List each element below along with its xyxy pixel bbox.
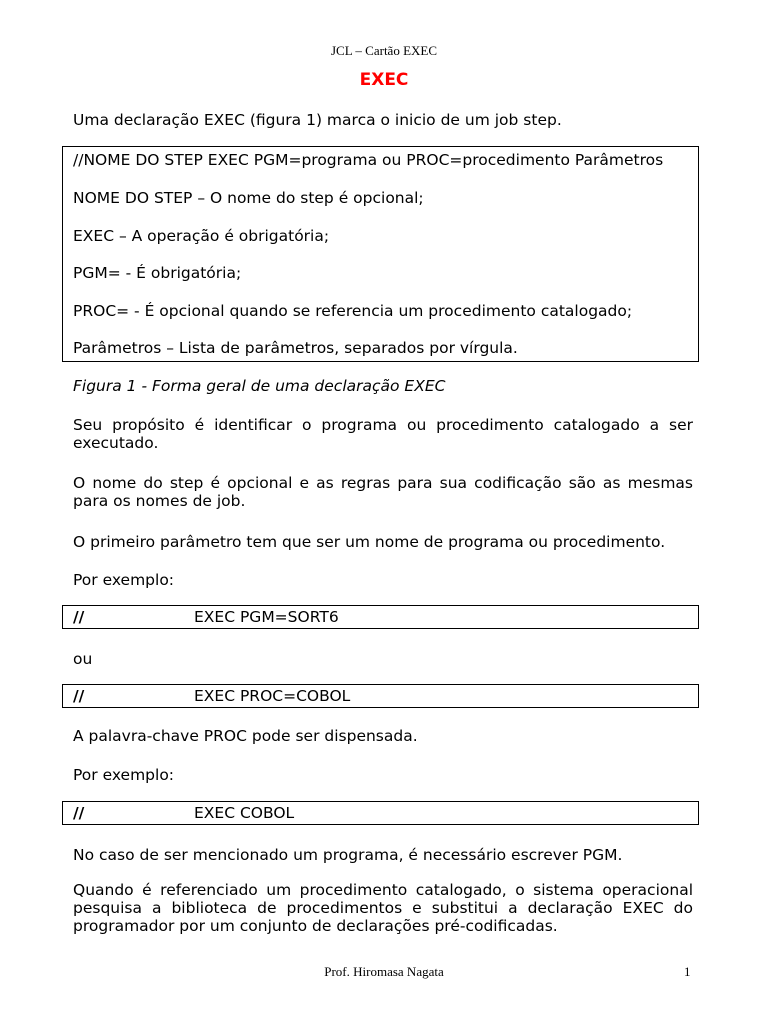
figure-caption: Figura 1 - Forma geral de uma declaração EXEC [73,377,446,395]
paragraph-example-label: Por exemplo: [73,766,175,784]
paragraph-first-param: O primeiro parâmetro tem que ser um nome de programa ou procedimento. [73,533,666,551]
figure-line-step-name: NOME DO STEP – O nome do step é opcional; [73,189,424,207]
figure-line-syntax: //NOME DO STEP EXEC PGM=programa ou PROC=procedimento Parâmetros [73,151,664,169]
paragraph-or: ou [73,650,93,668]
code-example-box [62,801,699,825]
page-header: JCL – Cartão EXEC [330,43,438,58]
figure-line-proc: PROC= - É opcional quando se referencia um procedimento catalogado; [73,302,633,320]
code-slash: // [73,804,85,822]
code-slash: // [73,608,85,626]
page-number: 1 [684,964,691,979]
figure-line-exec: EXEC – A operação é obrigatória; [73,227,330,245]
code-command: EXEC COBOL [194,804,295,822]
intro-paragraph: Uma declaração EXEC (figura 1) marca o inicio de um job step. [73,111,562,129]
paragraph-pgm-required: No caso de ser mencionado um programa, é necessário escrever PGM. [73,846,623,864]
code-example-box [62,605,699,629]
paragraph-proc-keyword: A palavra-chave PROC pode ser dispensada. [73,727,418,745]
paragraph-example-label: Por exemplo: [73,571,175,589]
paragraph-catalogued-procedure: Quando é referenciado um procedimento catalogado, o sistema operacional pesquisa a biblioteca de procedimentos e substitui a declaração EXEC do programador por um conjunto de declarações pré-codificadas. [73,881,693,935]
paragraph-purpose: Seu propósito é identificar o programa ou procedimento catalogado a ser executado. [73,416,693,452]
figure-line-params: Parâmetros – Lista de parâmetros, separados por vírgula. [73,339,518,357]
code-slash: // [73,687,85,705]
page-title: EXEC [359,70,409,90]
code-command: EXEC PROC=COBOL [194,687,351,705]
code-command: EXEC PGM=SORT6 [194,608,339,626]
footer-author: Prof. Hiromasa Nagata [324,964,444,979]
paragraph-step-name: O nome do step é opcional e as regras para sua codificação são as mesmas para os nomes de job. [73,474,693,510]
code-example-box [62,684,699,708]
figure-line-pgm: PGM= - É obrigatória; [73,264,242,282]
figure-box [62,146,699,362]
